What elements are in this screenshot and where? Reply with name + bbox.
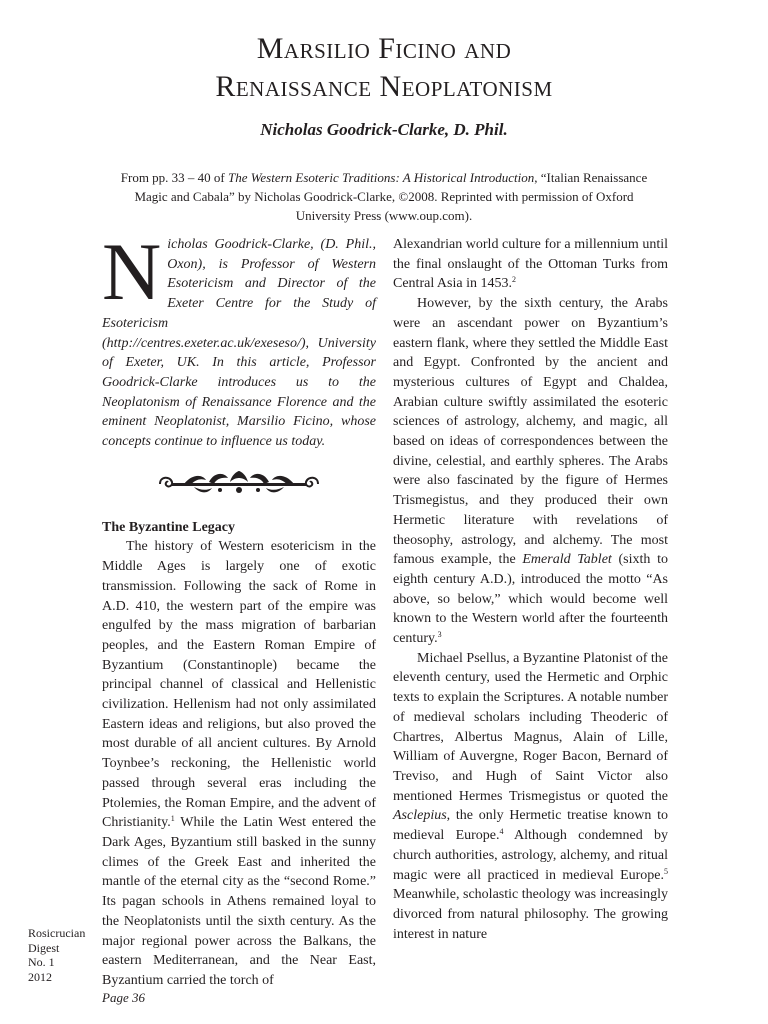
author-byline: Nicholas Goodrick-Clarke, D. Phil. xyxy=(260,120,508,139)
emphasis-text: Asclepius xyxy=(393,808,447,824)
journal-name-2: Digest xyxy=(28,940,60,955)
paragraph-text: Meanwhile, scholastic theology was increasingly divorced from natural philosophy. The growing interest in nature xyxy=(393,887,668,942)
emphasis-text: Emerald Tablet xyxy=(522,552,612,568)
right-column xyxy=(393,235,668,944)
intro-paragraph xyxy=(102,226,376,452)
paragraph-text: , the only Hermetic treatise known to medieval Europe. xyxy=(393,808,668,844)
source-suffix: , “Italian Renaissance Magic and Cabala” by Nicholas Goodrick-Clarke, ©2008. Reprinted with permission of Oxford University Press (www.oup.com). xyxy=(134,170,648,223)
article-title xyxy=(0,30,768,106)
intro-text: icholas Goodrick-Clarke, (D. Phil., Oxon), is Professor of Western Esotericism and Director of the Exeter Centre for the Study of Esotericism (http://centres.exeter.ac.uk/exeseso/), University of Exeter, UK. In this article, Professor Goodrick-Clarke introduces us to the Neoplatonism of Renaissance Florence and the eminent Neoplatonist, Marsilio Ficino, whose concepts continue to influence us today. xyxy=(102,237,376,450)
body-paragraph xyxy=(102,537,376,990)
source-prefix: From pp. 33 – 40 of xyxy=(120,170,229,185)
issue-year: 2012 xyxy=(28,969,52,984)
footnote-marker: 5 xyxy=(664,866,668,876)
paragraph-text: While the Latin West entered the Dark Ages, Byzantium still basked in the sunny climes of the Greek East and inherited the mantle of the eternal city as the “second Rome.” Its pagan schools in Athens remained loyal to the Neoplatonists until the sixth century. As the major regional power across the Balkans, the eastern Mediterranean, and the Near East, Byzantium carried the torch of xyxy=(102,815,376,988)
paragraph-text: Michael Psellus, a Byzantine Platonist of the eleventh century, used the Hermetic and Orphic texts to explain the Scriptures. A notable number of medieval scholars including Theoderic of Chartres, Albertus Magnus, Alain of Lille, William of Auvergne, Roger Bacon, Bernard of Treviso, and Hugh of Saint Victor also mentioned Hermes Trismegistus or quoted the xyxy=(393,650,668,804)
page-number: Page 36 xyxy=(102,990,145,1005)
paragraph-text: (sixth to eighth century A.D.), introduced the motto “As above, so below,” which would become well known to the Western world after the fourteenth century. xyxy=(393,552,668,647)
issue-number: No. 1 xyxy=(28,955,55,969)
paragraph-text: The history of Western esotericism in the Middle Ages is largely one of exotic transmission. Following the sack of Rome in A.D. 410, the western part of the empire was engulfed by the mass migration of barbarian peoples, and the Eastern Roman Empire of Byzantium (Constantinople) became the principal channel of classical and Hellenistic civilization. Hellenism had not only assimilated Eastern ideas and religions, but also proved the most durable of all ancient cultures. By Arnold Toynbee’s reckoning, the Hellenistic world passed through several eras including the Ptolemies, the Roman Empire, and the advent of Christianity. xyxy=(102,539,376,831)
paragraph-text: Although condemned by church authorities, astrology, alchemy, and ritual magic were all practiced in medieval Europe. xyxy=(393,828,668,883)
drop-cap: N xyxy=(102,226,162,317)
footnote-marker: 4 xyxy=(499,827,504,837)
title-line-2: Renaissance Neoplatonism xyxy=(215,70,553,103)
journal-name: Rosicrucian xyxy=(28,926,86,940)
body-paragraph xyxy=(393,235,668,294)
section-heading: The Byzantine Legacy xyxy=(102,519,235,535)
footnote-marker: 3 xyxy=(437,630,442,640)
footnote-marker: 2 xyxy=(512,275,516,285)
source-note xyxy=(110,168,658,225)
paragraph-text: Alexandrian world culture for a millennium until the final onslaught of the Ottoman Turks from Central Asia in 1453. xyxy=(393,237,668,292)
ornament-divider-icon xyxy=(154,470,324,496)
footnote-marker: 1 xyxy=(170,814,175,824)
journal-sidebar xyxy=(28,926,85,984)
title-line-1: Marsilio Ficino and xyxy=(256,32,512,65)
left-column xyxy=(102,226,376,991)
source-book-title: The Western Esoteric Traditions: A Historical Introduction xyxy=(228,170,535,185)
paragraph-text: However, by the sixth century, the Arabs were an ascendant power on Byzantium’s eastern flank, where they settled the Middle East and Egypt. Confronted by the ancient and mysterious cultures of Egypt and Chaldea, Arabian culture swiftly assimilated the esoteric sciences of astrology, alchemy, and magic, all based on ideas of correspondences between the divine, celestial, and earthly spheres. The Arabs were also fascinated by the figure of Hermes Trismegistus, and they produced their own Hermetic literature with revelations of theosophy, astrology, and alchemy. The most famous example, the xyxy=(393,296,668,568)
body-paragraph xyxy=(393,294,668,649)
body-paragraph xyxy=(393,649,668,945)
